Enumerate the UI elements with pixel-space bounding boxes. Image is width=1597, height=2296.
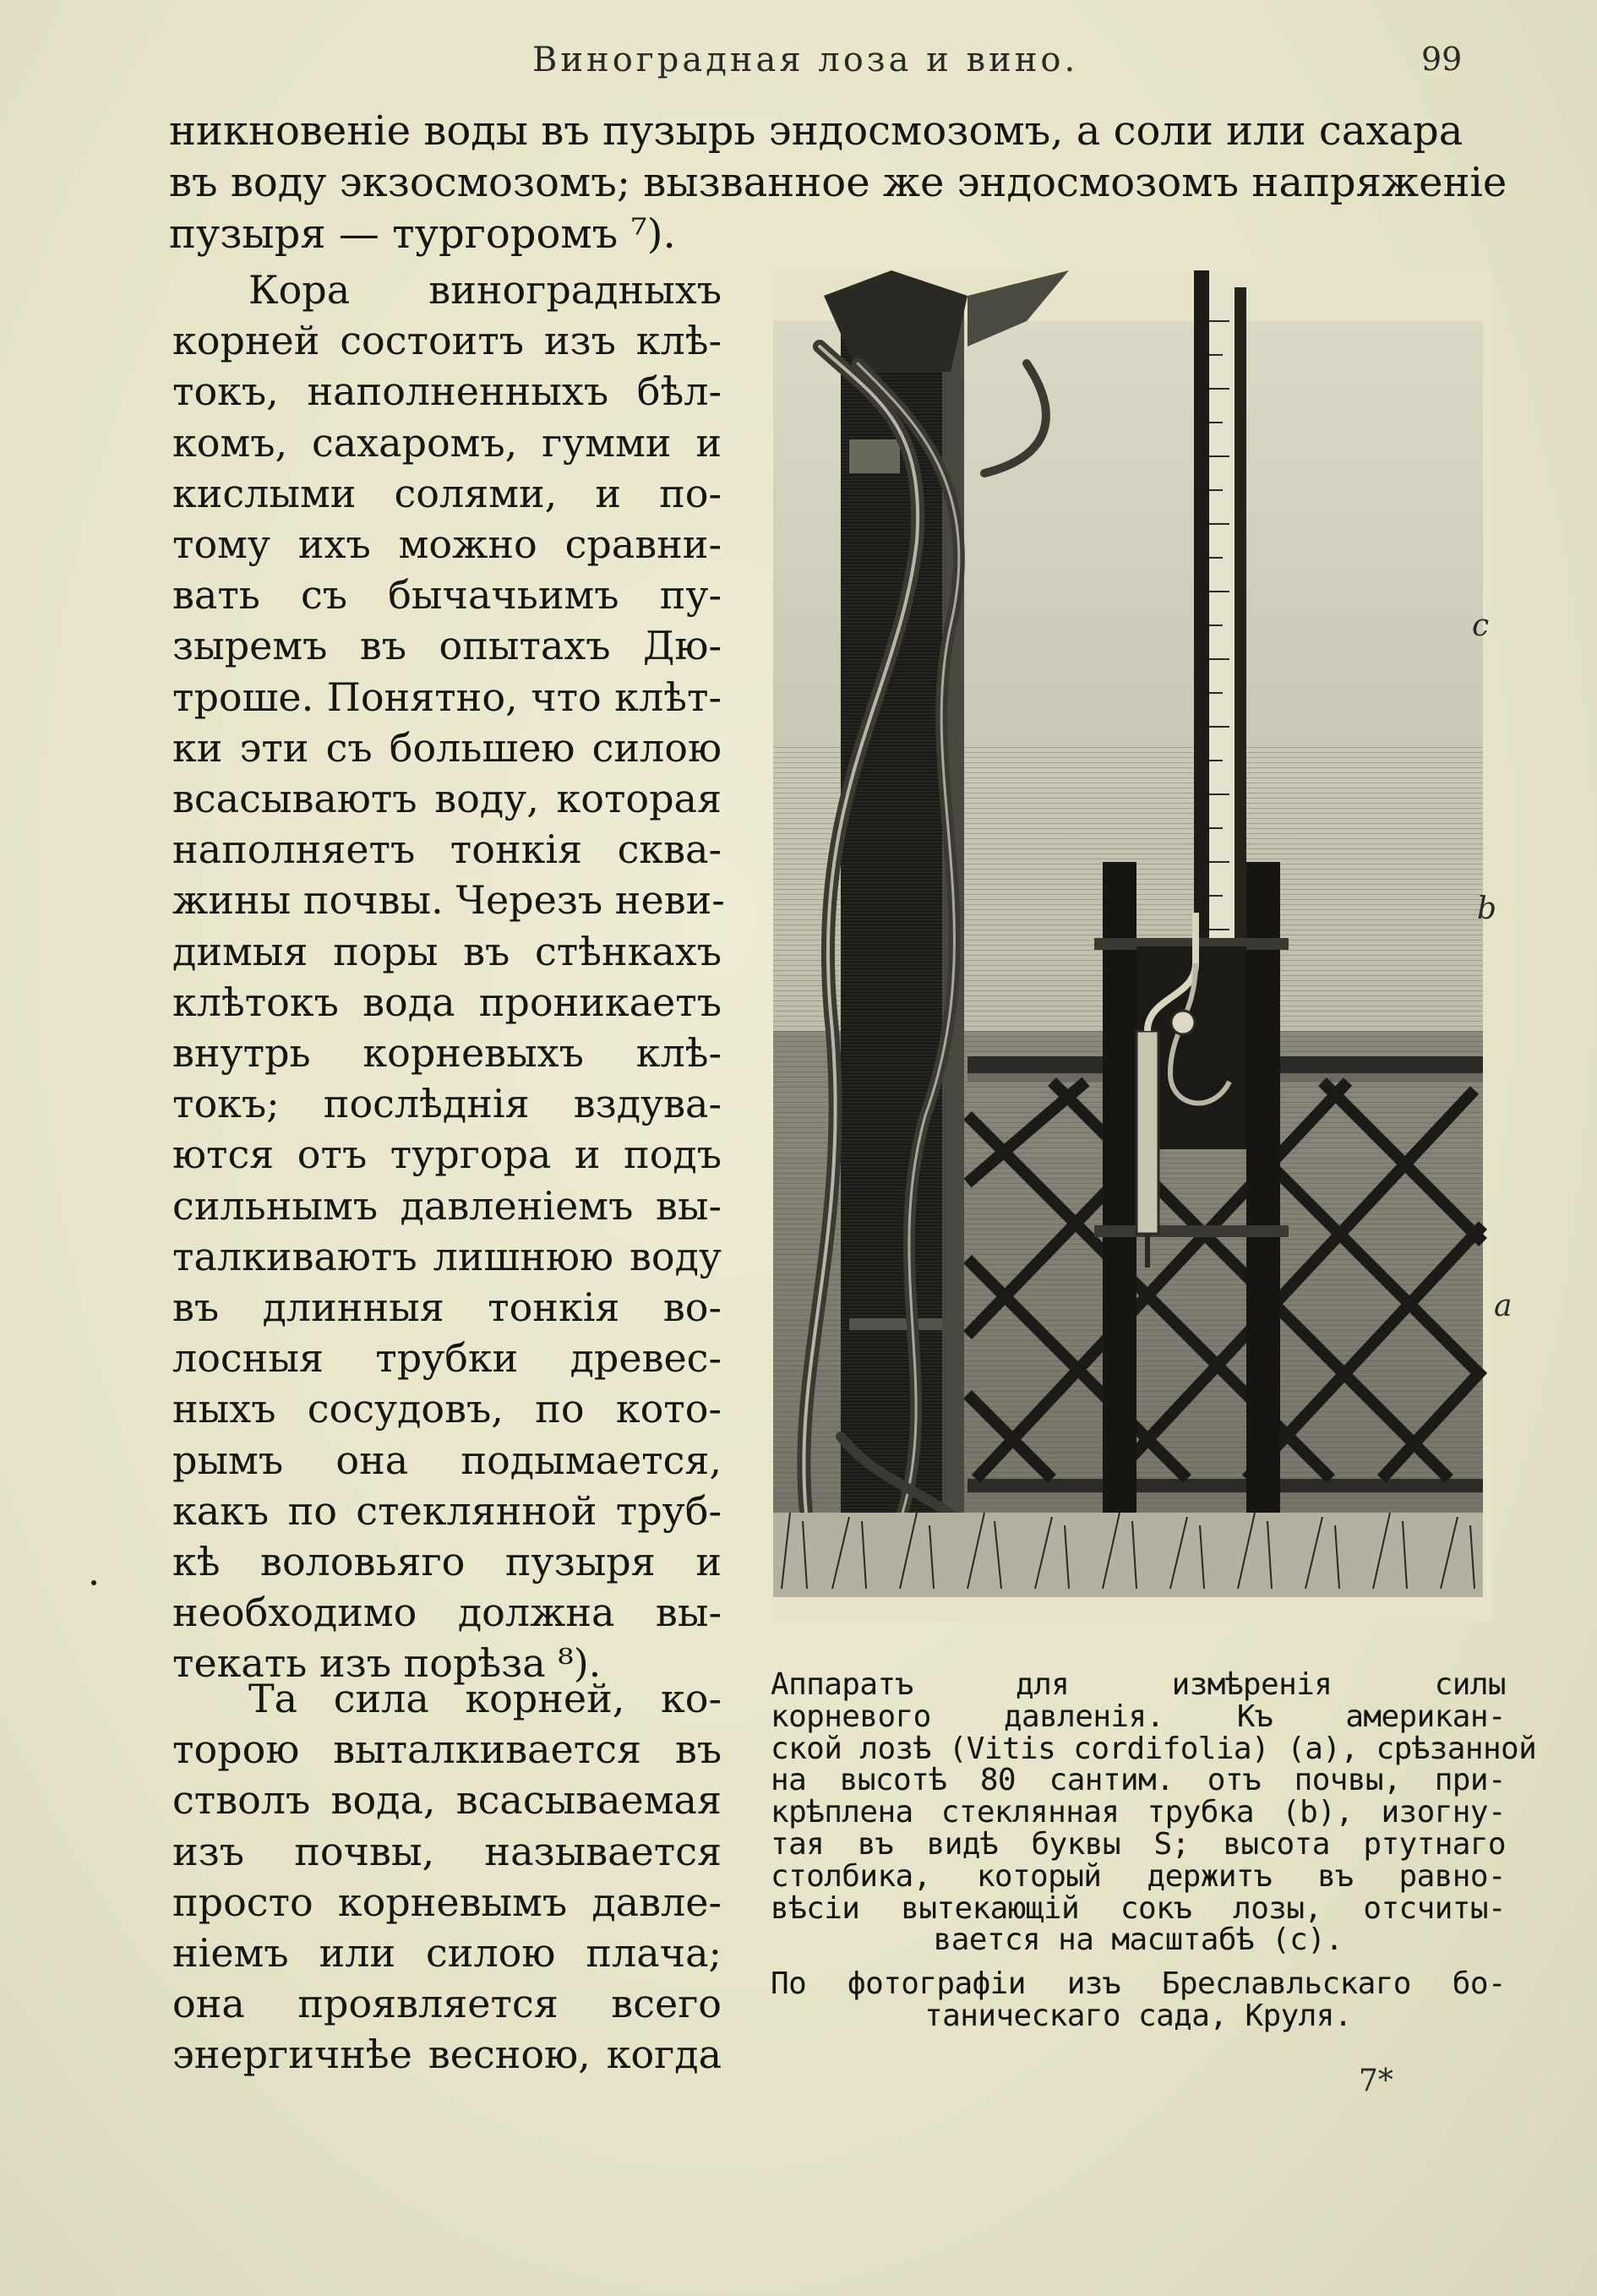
grass-ground [773, 1513, 1483, 1597]
caption-line: вѣсіи вытекающій сокъ лозы, отсчиты- [771, 1890, 1506, 1926]
text-line: комъ, сахаромъ, гумми и [172, 419, 722, 466]
text-line: вать съ бычачьимъ пу- [172, 572, 722, 619]
text-line: никновеніе воды въ пузырь эндосмозомъ, а соли или сахара [169, 107, 1463, 155]
caption-credit-line: таническаго сада, Круля. [924, 1998, 1352, 2033]
figure-label-b: b [1477, 892, 1497, 926]
text-line: наполняетъ тонкія сква- [172, 826, 722, 873]
text-line: кѣ воловьяго пузыря и [172, 1539, 722, 1585]
text-line: талкиваютъ лишнюю воду [172, 1233, 722, 1279]
text-line: всасываютъ воду, которая [172, 776, 722, 822]
figure-label-a: a [1494, 1289, 1513, 1323]
text-line: рымъ она подымается, [172, 1437, 722, 1483]
text-line: сильнымъ давленіемъ вы- [172, 1182, 722, 1229]
printer-signature-mark: 7* [1359, 2064, 1393, 2098]
text-line: она проявляется всего [172, 1981, 722, 2027]
caption-credit-line: По фотографіи изъ Бреславльскаго бо- [771, 1966, 1506, 2002]
caption-line: тая въ видѣ буквы S; высота ртутнаго [771, 1826, 1506, 1862]
caption-line: корневого давленія. Къ американ- [771, 1699, 1506, 1734]
text-line: ки эти съ большею силою [172, 724, 722, 771]
caption-line: Аппаратъ для измѣренія силы [771, 1667, 1506, 1702]
text-line: токъ; послѣднія вздува- [172, 1081, 722, 1127]
text-line: клѣтокъ вода проникаетъ [172, 979, 722, 1025]
figure-label-c: c [1472, 608, 1490, 643]
text-line: корней состоитъ изъ клѣ- [172, 318, 722, 364]
text-line: необходимо должна вы- [172, 1590, 722, 1636]
paragraph-root-cortex [172, 265, 725, 1689]
caption-line: столбика, который держитъ въ равно- [771, 1858, 1506, 1894]
figure-caption [771, 1667, 1537, 2033]
caption-line: ской лозѣ (Vitis cordifolia) (a), срѣзанной [771, 1731, 1537, 1766]
text-line: какъ по стеклянной труб- [172, 1487, 722, 1534]
text-line: стволъ вода, всасываемая [172, 1777, 722, 1824]
text-line: просто корневымъ давле- [172, 1879, 722, 1925]
caption-line: вается на масштабѣ (c). [933, 1922, 1344, 1958]
text-line: торою выталкивается въ [172, 1726, 722, 1773]
text-line: ніемъ или силою плача; [172, 1930, 722, 1977]
apparatus-engraving [773, 270, 1491, 1622]
measuring-scale [1194, 270, 1246, 1031]
text-line: токъ, наполненныхъ бѣл- [172, 368, 722, 415]
text-line: Та сила корней, ко- [248, 1676, 722, 1721]
paper-speck [91, 1580, 96, 1585]
text-line: пузыря — тургоромъ ⁷). [169, 210, 676, 258]
text-line: въ длинныя тонкія во- [172, 1284, 722, 1331]
text-line: тому ихъ можно сравни- [172, 521, 722, 568]
running-title: Виноградная лоза и вино. [532, 41, 1079, 79]
text-line: жины почвы. Черезъ неви- [172, 877, 725, 924]
text-line: кислыми солями, и по- [172, 470, 722, 516]
text-line: ныхъ сосудовъ, по кото- [172, 1386, 722, 1432]
text-line: Кора виноградныхъ [248, 267, 722, 313]
caption-line: крѣплена стеклянная трубка (b), изогну- [771, 1795, 1506, 1830]
paragraph-root-pressure [172, 1673, 722, 2081]
text-line: лосныя трубки древес- [172, 1335, 722, 1382]
text-line: зыремъ въ опытахъ Дю- [172, 623, 722, 669]
text-line: ются отъ тургора и подъ [172, 1132, 722, 1178]
caption-line: на высотѣ 80 сантим. отъ почвы, при- [771, 1763, 1506, 1798]
text-line: изъ почвы, называется [172, 1828, 722, 1874]
text-line: энергичнѣе весною, когда [172, 2031, 722, 2078]
page-number: 99 [1421, 41, 1463, 78]
text-line: троше. Понятно, что клѣт- [172, 674, 722, 720]
text-line: въ воду экзосмозомъ; вызванное же эндосмозомъ напряженіе [169, 159, 1507, 206]
text-line: внутрь корневыхъ клѣ- [172, 1030, 722, 1077]
engraving-illustration [773, 270, 1491, 1622]
text-line: текать изъ порѣза ⁸). [172, 1640, 602, 1687]
text-line: димыя поры въ стѣнкахъ [172, 928, 722, 974]
paragraph-continued [169, 106, 1507, 260]
